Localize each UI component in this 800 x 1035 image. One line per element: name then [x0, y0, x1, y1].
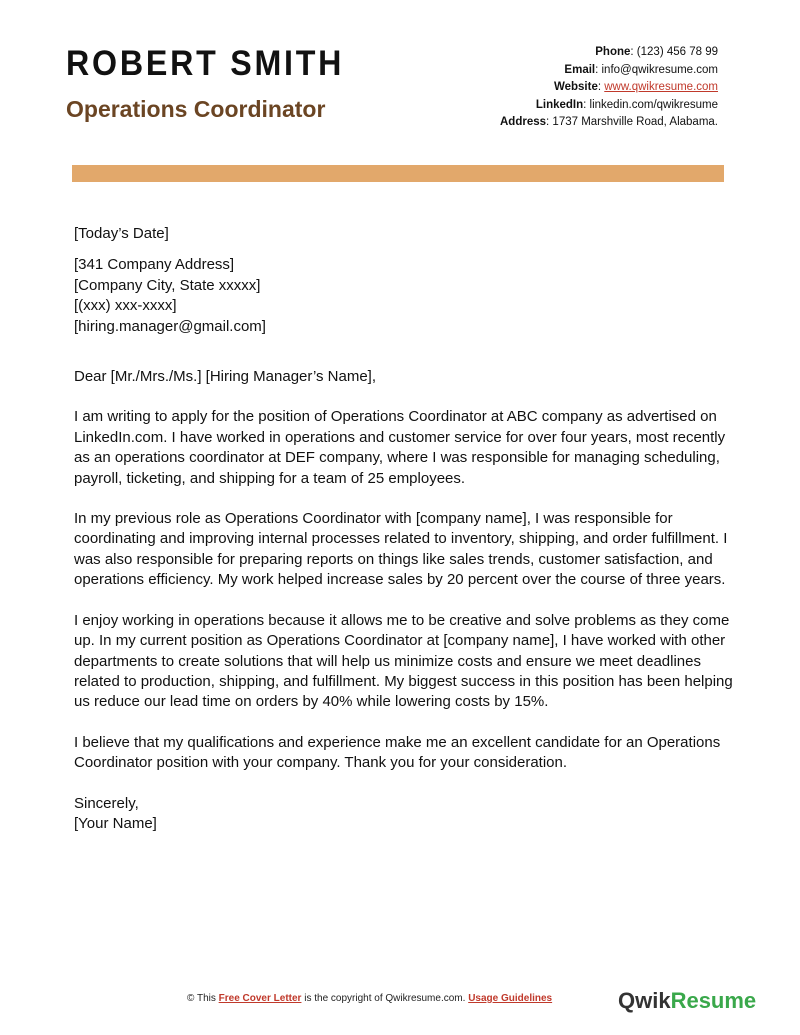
- logo-part-resume: Resume: [670, 988, 757, 1013]
- address-label: Address: [500, 116, 547, 128]
- address-value: 1737 Marshville Road, Alabama.: [552, 116, 718, 128]
- body-paragraph: In my previous role as Operations Coordinator with [company name], I was responsible for coordinating and improving internal processes related to inventory, shipping, and order fulfillment. I was also responsible for preparing reports on things like sales trends, customer satisfaction, and operations efficiency. My work helped increase sales by 20 percent over the course of three years.: [74, 510, 728, 589]
- email-value: info@qwikresume.com: [601, 63, 718, 76]
- qwikresume-logo[interactable]: [618, 988, 756, 1014]
- signature: [Your Name]: [74, 814, 157, 832]
- usage-guidelines-link[interactable]: Usage Guidelines: [468, 993, 553, 1004]
- recipient-address-line: [341 Company Address]: [74, 256, 235, 274]
- free-cover-letter-link[interactable]: Free Cover Letter: [218, 993, 302, 1004]
- linkedin-value: linkedin.com/qwikresume: [589, 98, 718, 111]
- contact-website: Website: www.qwikresume.com: [553, 81, 718, 93]
- footer-prefix: © This: [187, 993, 216, 1004]
- recipient-address-line: [(xxx) xxx-xxxx]: [74, 297, 177, 315]
- contact-linkedin: LinkedIn: linkedin.com/qwikresume: [535, 98, 718, 111]
- candidate-name: ROBERT SMITH: [66, 44, 345, 83]
- body-paragraph: I am writing to apply for the position of Operations Coordinator at ABC company as advertised on LinkedIn.com. I have worked in operations and customer service for over four years, most recently as an operations coordinator at DEF company, where I was responsible for managing scheduling, payroll, ticketing, and shipping for a team of 25 employees.: [74, 408, 726, 487]
- website-link[interactable]: www.qwikresume.com: [604, 81, 718, 93]
- closing: Sincerely,: [74, 794, 139, 812]
- phone-value: (123) 456 78 99: [636, 46, 718, 58]
- body-paragraph: I enjoy working in operations because it allows me to be creative and solve problems as they come up. In my current position as Operations Coordinator at [company name], I have worked with other departments to create solutions that will help us minimize costs and ensure we meet deadlines related to production, shipping, and fulfillment. My biggest success in this position has been helping us reduce our lead time on orders by 40% while lowering costs by 15%.: [74, 611, 733, 711]
- contact-address: Address: 1737 Marshville Road, Alabama.: [500, 116, 718, 128]
- recipient-address-line: [Company City, State xxxxx]: [74, 276, 261, 294]
- linkedin-label: LinkedIn: [535, 98, 584, 111]
- footer-copyright: is the copyright of Qwikresume.com.: [304, 993, 466, 1004]
- logo-part-qwik: Qwik: [618, 988, 671, 1013]
- contact-phone: Phone: (123) 456 78 99: [595, 46, 718, 58]
- contact-block: [500, 44, 718, 132]
- body-paragraph: I believe that my qualifications and experience make me an excellent candidate for an Operations Coordinator position with your company. Thank you for your consideration.: [74, 733, 721, 772]
- letter-body: [74, 224, 734, 834]
- website-label: Website: [553, 81, 598, 93]
- letter-date: [Today’s Date]: [74, 225, 169, 242]
- email-label: Email: [564, 63, 596, 76]
- salutation: Dear [Mr./Mrs./Ms.] [Hiring Manager’s Name],: [74, 368, 377, 386]
- phone-label: Phone: [595, 46, 631, 58]
- recipient-address-line: [hiring.manager@gmail.com]: [74, 317, 266, 335]
- header-divider-band: [72, 165, 724, 182]
- contact-email: Email: info@qwikresume.com: [564, 63, 718, 76]
- job-title: Operations Coordinator: [66, 96, 326, 122]
